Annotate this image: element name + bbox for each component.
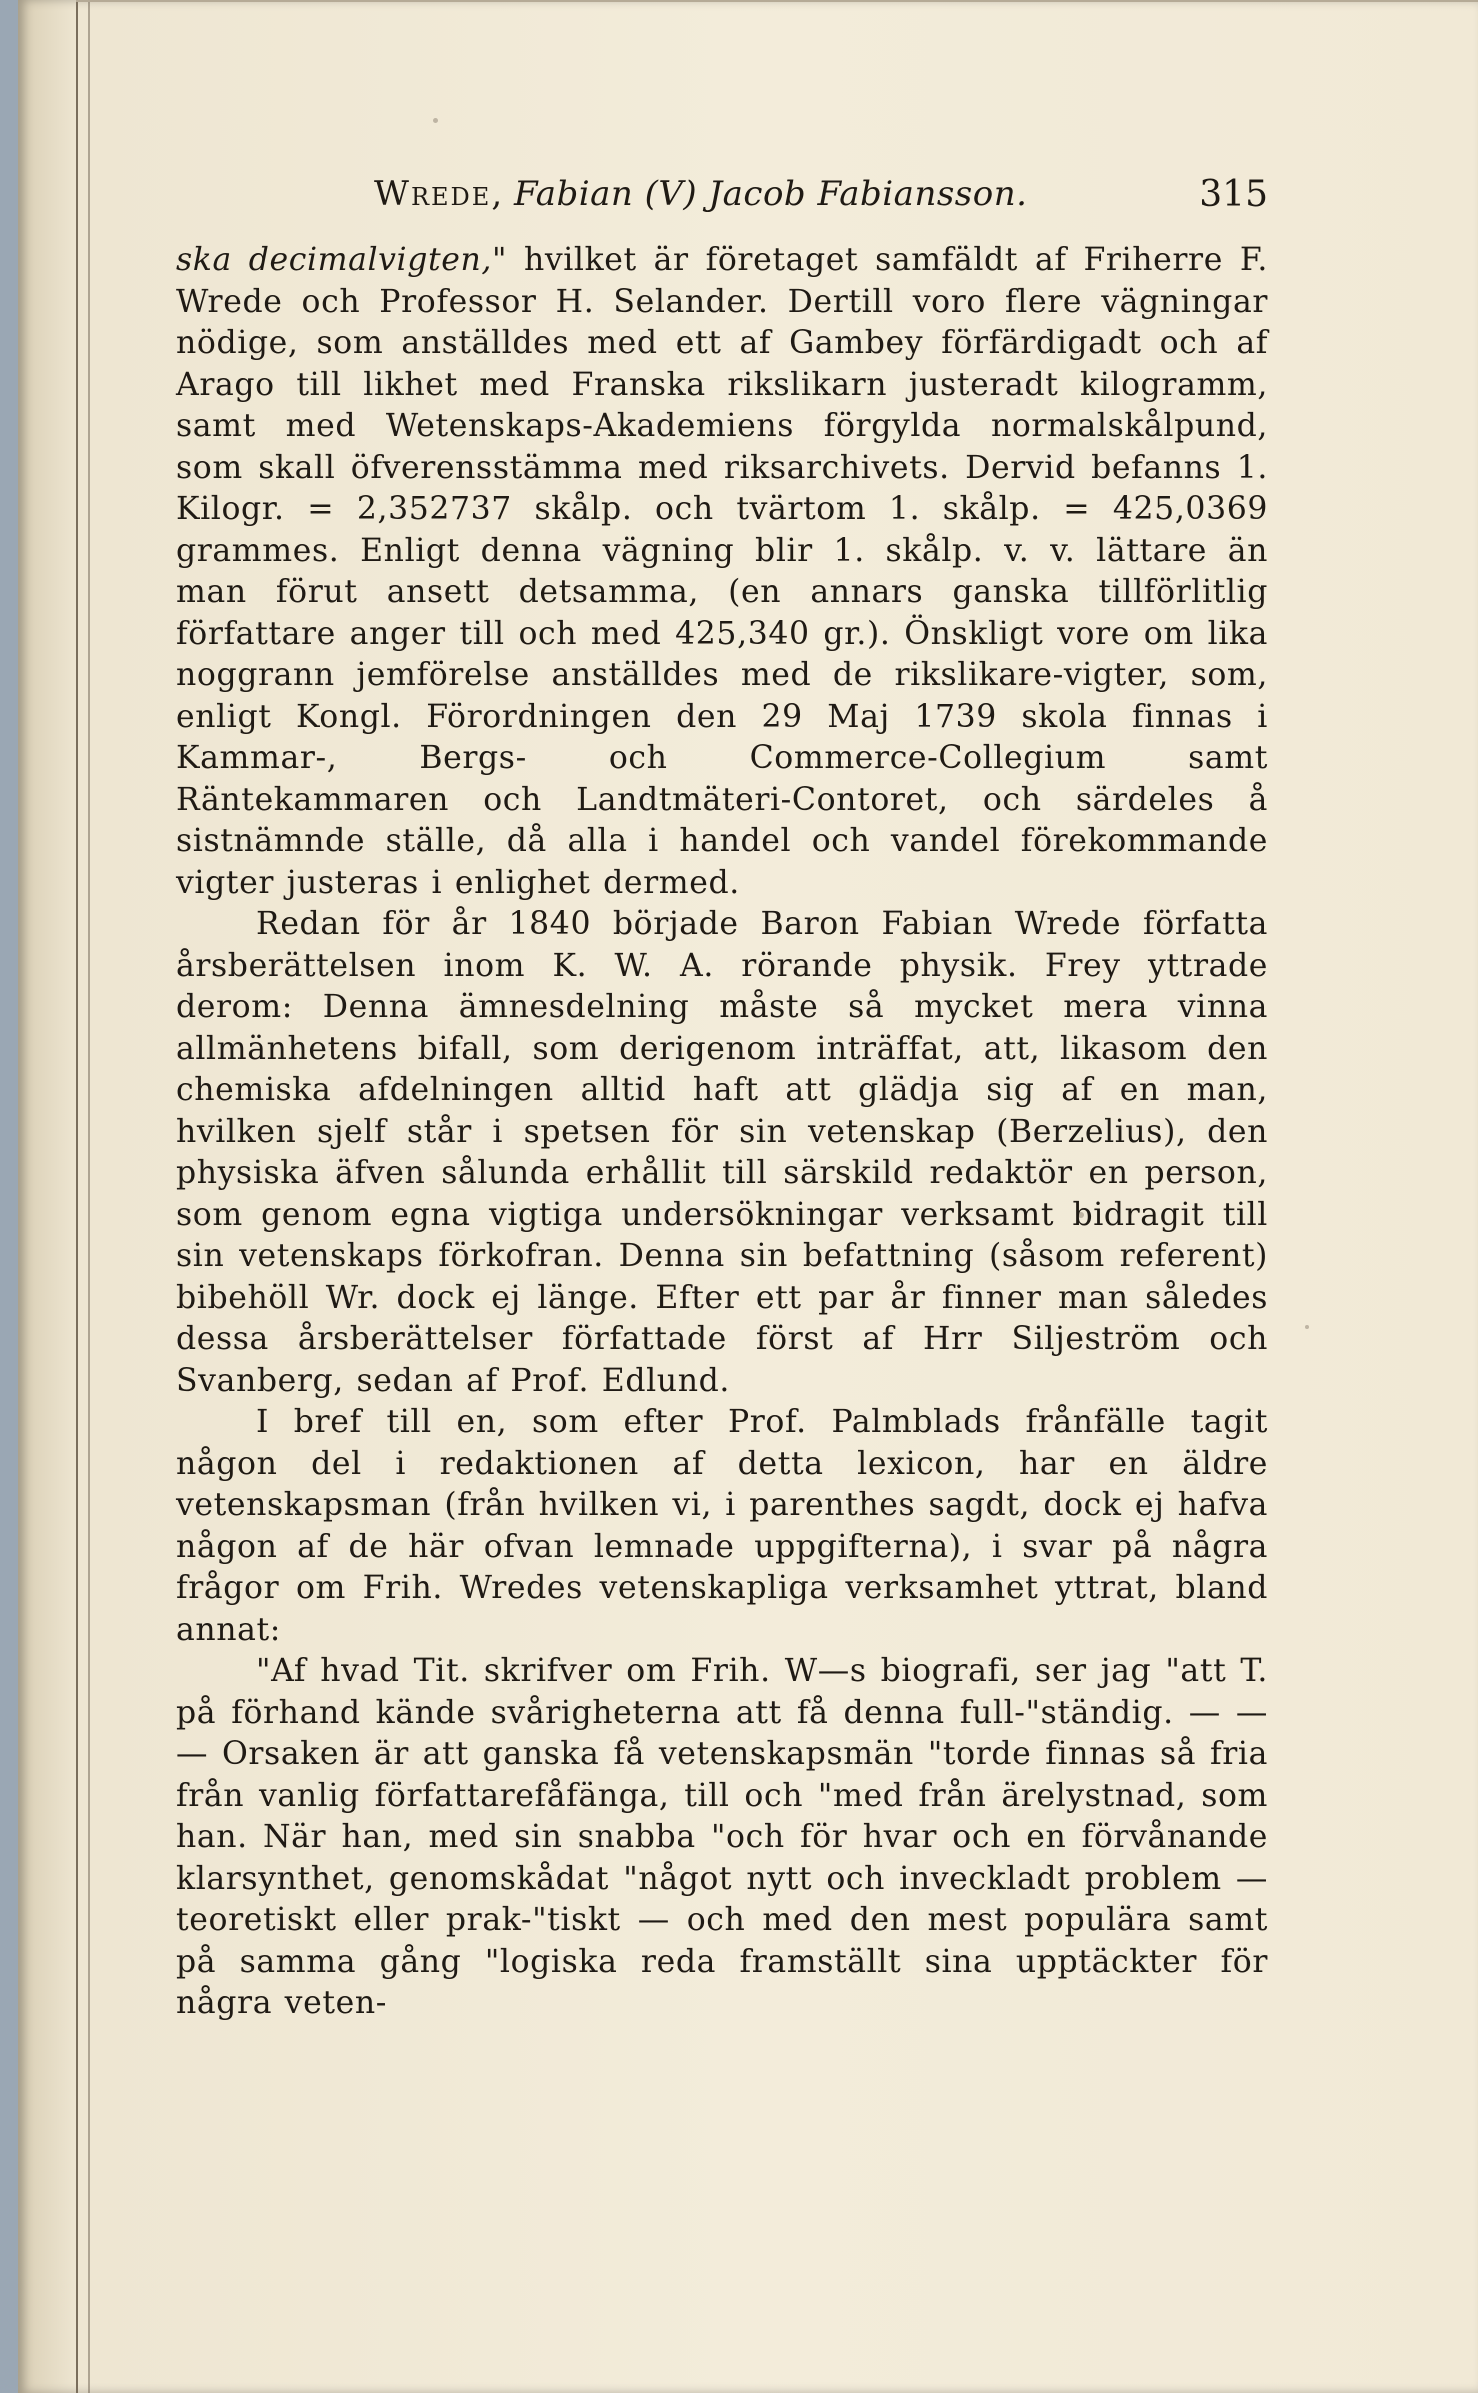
paper-speck (433, 118, 438, 123)
page-number: 315 (1199, 174, 1268, 215)
head-surname: Wrede (374, 174, 492, 214)
page-content (176, 170, 1268, 2025)
running-head-title: Wrede, Fabian (V) Jacob Fabiansson. (374, 174, 1028, 214)
body-text (176, 240, 1268, 2025)
book-page-edge (88, 0, 90, 2393)
paragraph-lead-italic: ska decimalvigten," (176, 242, 508, 278)
page-top-edge (76, 0, 1478, 2)
head-names: Fabian (V) Jacob Fabiansson. (513, 174, 1028, 214)
paper-speck (1305, 1325, 1309, 1329)
paragraph: I bref till en, som efter Prof. Palmblads frånfälle tagit någon del i redaktionen af detta lexicon, har en äldre vetenskapsman (från hvilken vi, i parenthes sagdt, dock ej hafva någon af de här ofvan lemnade uppgifterna), i svar på några frågor om Frih. Wredes vetenskapliga verksamhet yttrat, bland annat: (176, 1404, 1268, 1648)
paragraph: Redan för år 1840 började Baron Fabian Wrede författa årsberättelsen inom K. W. A. rörande physik. Frey yttrade derom: Denna ämnesdelning måste så mycket mera vinna allmänhetens bifall, som derigenom inträffat, att, likasom den chemiska afdelningen alltid haft att glädja sig af en man, hvilken sjelf står i spetsen för sin vetenskap (Berzelius), den physiska äfven sålunda erhållit till särskild redaktör en person, som genom egna vigtiga undersökningar verksamt bidragit till sin vetenskaps förkofran. Denna sin befattning (såsom referent) bibehöll Wr. dock ej länge. Efter ett par år finner man således dessa årsberättelser författade först af Hrr Siljeström och Svanberg, sedan af Prof. Edlund. (176, 906, 1268, 1399)
quoted-paragraph: "Af hvad Tit. skrifver om Frih. W—s biografi, ser jag "att T. på förhand kände svårigheterna att få denna full-"ständig. — — — Orsaken är att ganska få vetenskapsmän "torde finnas så fria från vanlig författarefåfänga, till och "med från ärelystnad, som han. När han, med sin snabba "och för hvar och en förvånande klarsynthet, genomskådat "något nytt och inveckladt problem — teoretiskt eller prak-"tiskt — och med den mest populära samt på samma gång "logiska reda framställt sina upptäckter för några veten- (176, 1653, 1268, 2021)
running-head (176, 170, 1268, 230)
book-spine-edge (76, 0, 78, 2393)
paragraph (176, 240, 1268, 904)
paragraph-text: hvilket är företaget samfäldt af Friherre F. Wrede och Professor H. Selander. Dertill voro flere vägningar nödige, som anställdes med ett af Gambey förfärdigadt och af Arago till likhet med Franska rikslikarn justeradt kilogramm, samt med Wetenskaps-Akademiens förgylda normalskålpund, som skall öfverensstämma med riksarchivets. Dervid befanns 1. Kilogr. = 2,352737 skålp. och tvärtom 1. skålp. = 425,0369 grammes. Enligt denna vägning blir 1. skålp. v. v. lättare än man förut ansett detsamma, (en annars ganska tillförlitlig författare anger till och med 425,340 gr.). Önskligt vore om lika noggrann jemförelse anställdes med de rikslikare-vigter, som, enligt Kongl. Förordningen den 29 Maj 1739 skola finnas i Kammar-, Bergs- och Commerce-Collegium samt Räntekammaren och Landtmäteri-Contoret, och särdeles å sistnämnde ställe, då alla i handel och vandel förekommande vigter justeras i enlighet dermed. (176, 242, 1268, 901)
